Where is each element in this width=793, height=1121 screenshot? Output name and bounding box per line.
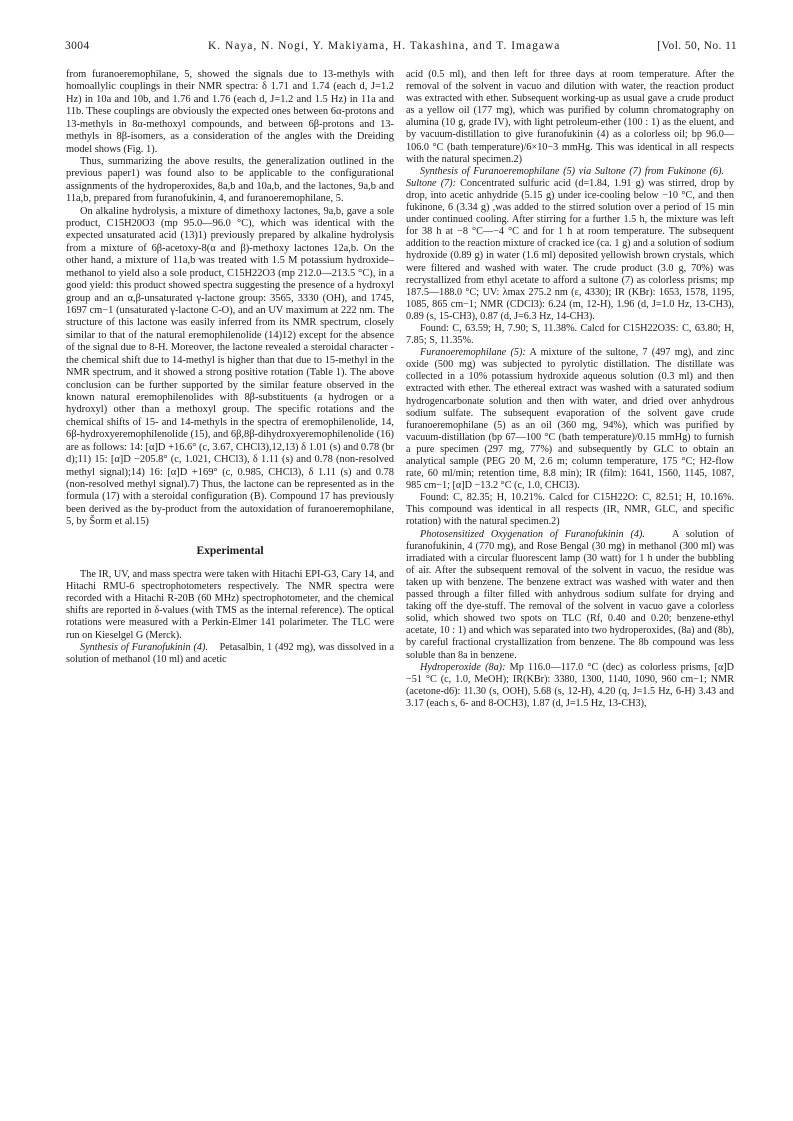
paragraph: On alkaline hydrolysis, a mixture of dimethoxy lactones, 9a,b, gave a sole product, C15H20O3 (mp 95.0—96.0 °C), which was identical with the expected unsaturated acid (13)1) previously prepared by alkaline hydrolysis from a mixture of 6β-acetoxy-8(α and β)-methoxy lactones 12a,b. On the other hand, a mixture of 11a,b was treated with 1.5 M potassium hydroxide–methanol to yield also a sole product, C15H22O3 (mp 212.0—213.5 °C), in a good yield: this product showed spectra suggesting the presence of a hydroxyl group and an α,β-unsaturated γ-lactone group: 3565, 3330 (OH), and 1745, 1697 cm−1 (unsaturated γ-lactone C-O), and an UV maximum at 222 nm. The structure of this lactone was easily inferred from its NMR spectrum, closely similar to that of the natural eremophilenolide (14)12) except for the absence of the signal due to 8-H. Moreover, the lactone revealed a steroidal character - the chemical shift due to 14-methyl is higher than that due to 15-methyl in the NMR spectrum, and it showed a strong positive rotation (Table 1). The above conclusion can be further supported by the similar feature observed in the known natural eremophilenolides with 8β-substituents (a hydrogen or a hydroxyl) other than a methoxyl group. The specific rotations and the chemical shifts of 15- and 14-methyls in the spectra of eremophilenolide, 14, 6β-hydroxyeremophilenolide (15), and 6β,8β-dihydroxyeremophilenolide (16) are as follows: 14: [α]D +16.6° (c, 3.67, CHCl3),12,13) δ 1.01 (s) and 0.78 (br d);11) 15: [α]D −205.8° (c, 1.021, CHCl3), δ 1.11 (s) and 0.78 (non-resolved methyl signal);14) 16: [α]D +169° (c, 0.985, CHCl3), δ 1.11 (s) and 0.78 (non-resolved methyl signal).7) Thus, the lactone can be represented as in the formula (17) with a steroidal configuration (B). Compound 17 has previously been derived as the by-product from the autoxidation of furanoeremophilane, 5, by Šorm et al.15) xyxy=(66,205,394,528)
paragraph-body: A mixture of the sultone, 7 (497 mg), and zinc oxide (500 mg) was subjected to pyrolytic distillation. The distillate was collected in a 10% potassium hydroxide aqueous solution (0.3 ml) and then extracted with ether. The ethereal extract was washed with a saturated sodium hydrogencarbonate solution and then with water, and dried over anhydrous sodium sulfate. The subsequent evaporation of the solvent gave crude furanoeremophilane (5) as an oil (360 mg, 94%), which was purified by vacuum-distillation (bp 67—100 °C (bath temperature)/0.15 mmHg) to furnish a pure specimen (297 mg, 77%) and subsequently by GLC to obtain an analytical sample (PEG 20 M, 2.6 m; column temperature, 175 °C; H2-flow rate, 60 ml/min; retention time, 8.8 min); IR (film): 1641, 1560, 1145, 1087, 985 cm−1; [α]D −13.2 °C (c, 1.0, CHCl3). xyxy=(406,347,735,492)
subsection-heading: Photosensitized Oxygenation of Furanofukinin (4). xyxy=(420,528,645,540)
paragraph: from furanoeremophilane, 5, showed the signals due to 13-methyls with homoallylic couplings in their NMR spectra: δ 1.71 and 1.74 (each d, J=1.2 Hz) in 10a and 10b, and 1.76 and 1.76 (each d, J=1.2 and 1.5 Hz) in 11a and 11b. These couplings are obviously the expected ones between 6α-protons and 13-methyls in 8α-methoxyl compounds, and between 6β-protons and 13-methyls in 8β-isomers, as a consideration of the angles with the Dreiding model shows (Fig. 1). xyxy=(66,69,394,155)
paragraph: Thus, summarizing the above results, the generalization outlined in the previous paper1) was found also to be applicable to the configurational assignments of the hydroperoxides, 8a,b and 10a,b, and the lactones, 9a,b and 11a,b, prepared from furanofukinin, 4, and furanoeremophilane, 5. xyxy=(66,155,394,205)
subsection-heading: Hydroperoxide (8a): xyxy=(420,661,506,673)
paragraph xyxy=(406,662,734,710)
section-heading-experimental: Experimental xyxy=(196,544,264,557)
page-number: 3004 xyxy=(65,40,90,52)
paragraph: acid (0.5 ml), and then left for three days at room temperature. After the removal of the solvent in vacuo and dilution with water, the reaction product was extracted with ether. Subsequent working-up as usual gave a crude product as a yellow oil (177 mg), which was purified by column chromatography on alumina (10 g, grade IV), with light petroleum-ether (100 : 1) as the eluent, and by vacuum-distillation to give furanofukinin (4) as a colorless oil; bp 96.0—106.0 °C (bath temperature)/6×10−3 mmHg. This was identical in all respects with the natural specimen.2) xyxy=(406,69,734,165)
paragraph-body: A solution of furanofukinin, 4 (770 mg), and Rose Bengal (30 mg) in methanol (300 ml) was irradiated with a circular fluorescent lamp (30 watt) for 1 h under the bubbling of air. After the subsequent removal of the solvent in vacuo, the residue was taken up with benzene. The benzene extract was washed with water and then passed through a filter filled with anhydrous sodium sulfate for drying and taking off the dye-stuff. The removal of the solvent in vacuo gave a colorless solid, which showed two spots on TLC (Rf, 0.40 and 0.20; benzene-ethyl acetate, 10 : 1) and which was separated into two hydroperoxides, (8a) and (8b), by careful fractional crystallization from benzene. The 8b compound was less soluble than 8a in benzene. xyxy=(406,528,734,661)
paragraph-body: Petasalbin, 1 (492 mg), was dissolved in a solution of methanol (10 ml) and acetic xyxy=(66,641,395,665)
paragraph: Found: C, 63.59; H, 7.90; S, 11.38%. Calcd for C15H22O3S: C, 63.80; H, 7.85; S, 11.35%. xyxy=(406,322,734,347)
volume-issue: [Vol. 50, No. 11 xyxy=(657,40,737,52)
subsection-subheading: Sultone (7): xyxy=(406,177,456,189)
subsection-heading: Synthesis of Furanofukinin (4). xyxy=(80,641,208,653)
running-authors: K. Naya, N. Nogi, Y. Makiyama, H. Takashina, and T. Imagawa xyxy=(208,40,561,52)
paragraph: Found: C, 82.35; H, 10.21%. Calcd for C15H22O: C, 82.51; H, 10.16%. This compound was identical in all respects (IR, NMR, GLC, and specific rotation) with the natural specimen.2) xyxy=(406,492,734,528)
paragraph xyxy=(66,642,394,666)
paragraph-body: Mp 116.0—117.0 °C (dec) as colorless prisms, [α]D −51 °C (c, 1.0, MeOH); IR(KBr): 3380, 1300, 1140, 1090, 960 cm−1; NMR (acetone-d6): 11.30 (s, OOH), 5.68 (s, 12-H), 4.20 (q, J=1.5 Hz, 6-H) 3.43 and 3.17 (each s, 6- and 8-OCH3), 1.87 (d, J=1.5 Hz, 13-CH3), xyxy=(406,661,735,709)
paragraph-body: Concentrated sulfuric acid (d=1.84, 1.91 g) was stirred, drop by drop, into acetic anhydride (5.15 g) under ice-cooling below −10 °C, and then fukinone, 6 (3.34 g) ,was added to the stirred solution over a period of 15 min under continued cooling. After stirring for a further 1.5 h, the mixture was left for 38 h at −8 °C—−4 °C and for 1 h at room temperature. The subsequent addition to the reaction mixture of cracked ice (ca. 1 g) and a solution of sodium hydroxide (0.89 g) in water (1.6 ml) deposited yellowish brown crystals, which were filtered and washed with water. The crude product (3.0 g, 70%) was recrystallized from ethyl acetate to afford a sultone (7) as colorless prisms; mp 187.5—188.0 °C; UV: λmax 275.2 nm (ε, 4330); IR (KBr): 1653, 1578, 1195, 1085, 865 cm−1; NMR (CDCl3): 6.24 (m, 12-H), 1.96 (d, J=1.0 Hz, 13-CH3), 0.89 (s, 15-CH3), 0.87 (d, J=6.3 Hz, 14-CH3). xyxy=(406,177,734,322)
subsection-heading: Synthesis of Furanoeremophilane (5) via Sultone (7) from Fukinone (6). xyxy=(420,165,725,177)
subsection-heading: Furanoeremophilane (5): xyxy=(420,347,526,359)
running-header xyxy=(65,40,737,58)
paragraph xyxy=(406,529,734,662)
paragraph: The IR, UV, and mass spectra were taken with Hitachi EPI-G3, Cary 14, and Hitachi RMU-6 spectrophotometers respectively. The NMR spectra were recorded with a Hitachi R-20B (60 MHz) spectrophotometer, and the chemical shifts are reported in δ-values (with TMS as the internal reference). The optical rotations were measured with a Perkin-Elmer 141 polarimeter. The TLC were run on Kieselgel G (Merck). xyxy=(66,569,394,641)
paragraph xyxy=(406,166,734,323)
right-column xyxy=(406,69,734,710)
paragraph xyxy=(406,347,734,492)
left-column xyxy=(66,69,394,666)
